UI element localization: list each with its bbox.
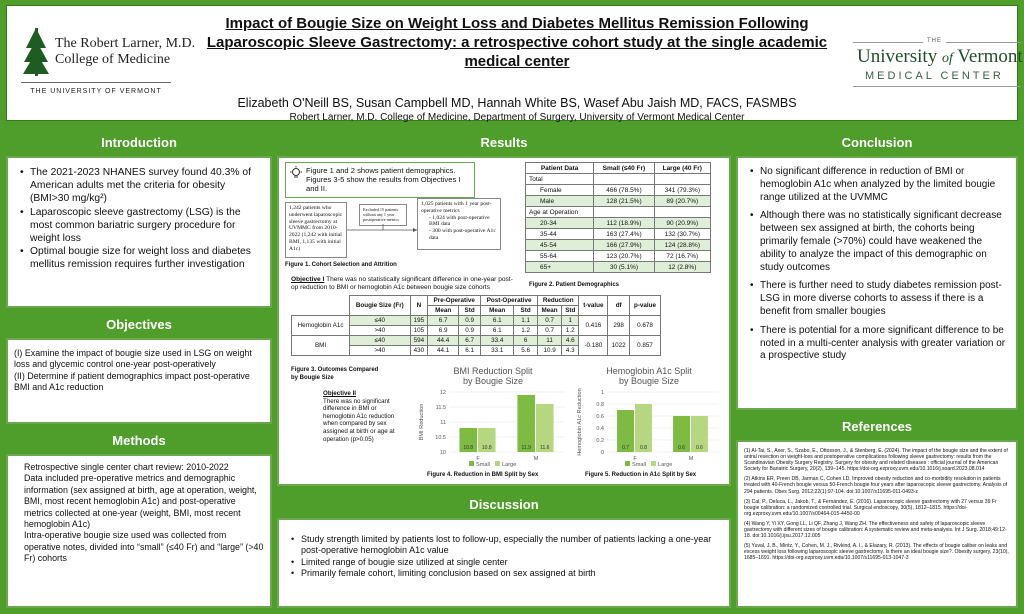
discussion-bullet: • Primarily female cohort, limiting conclusion based on sex assigned at birth bbox=[289, 568, 721, 579]
outcomes-cell-pre-s: 6.1 bbox=[459, 346, 481, 356]
flow-box-2: Excluded 15 patients without any 1 year postoperative metrics bbox=[359, 204, 407, 226]
outcomes-cell-post-s: 6 bbox=[514, 336, 538, 346]
bmi-chart bbox=[415, 364, 571, 470]
outcomes-h-n: N bbox=[410, 296, 428, 316]
chart-y-tick: 10.5 bbox=[435, 435, 446, 441]
chart-data-label: 0.8 bbox=[639, 445, 647, 451]
outcomes-cell-red-s: 4.6 bbox=[562, 336, 579, 346]
logo-right-of: of bbox=[941, 51, 953, 66]
logo-left-univ: THE UNIVERSITY OF VERMONT bbox=[30, 88, 162, 95]
demo-cell: 30 (5.1%) bbox=[594, 262, 654, 273]
demo-row-label: 65+ bbox=[526, 262, 594, 273]
demo-cell: 132 (30.7%) bbox=[654, 229, 710, 240]
outcomes-cell-metric: Hemoglobin A1c bbox=[292, 316, 350, 336]
conclusion-bullet: • There is further need to study diabetes remission post-LSG in more diverse cohorts to assess if there is a benefit from smaller bougies bbox=[748, 280, 1008, 318]
outcomes-cell-metric: BMI bbox=[292, 336, 350, 356]
reference-item: (5) Yuval, J. B., Mintz, Y., Cohen, M. J., Rivkind, A. I., & Elazary, R. (2013). The effects of bougie caliber on leaks and excess weight loss following laparoscopic sleeve gastrectomy. Is there an ideal bougie size?. Obesity surgery, 23(10), 1685–1691. https://doi-org.ezproxy.uvm.edu/10.1007/s11695-013-1047-3 bbox=[744, 543, 1009, 562]
chart-data-label: 0.6 bbox=[695, 445, 703, 451]
methods-bullet: Intra-operative bougie size used was collected from operative notes, divided into “small” (≤40 Fr) and “large” (>40 Fr) cohorts bbox=[24, 530, 264, 564]
objective1-text: There was no statistically significant difference in one-year post-op reduction to BMI or hemoglobin A1c between bougie size cohorts bbox=[291, 276, 513, 291]
chart-data-label: 0.6 bbox=[678, 445, 686, 451]
introduction-heading: Introduction bbox=[6, 134, 272, 152]
outcomes-h-std: Std bbox=[562, 306, 579, 316]
objectives-box bbox=[6, 338, 272, 424]
outcomes-h-t: t-value bbox=[579, 296, 608, 316]
chart-y-tick: 12 bbox=[439, 390, 446, 396]
fig5-caption: Figure 5. Reduction in A1c Split by Sex bbox=[585, 472, 697, 478]
outcomes-h-std: Std bbox=[459, 306, 481, 316]
demo-row-label: Age at Operation bbox=[526, 207, 594, 218]
demo-row-label: Female bbox=[526, 185, 594, 196]
chart-data-label: 10.8 bbox=[463, 445, 474, 451]
methods-bullet: Data included pre-operative metrics and demographic information (sex assigned at birth, age at operation, weight, BMI, most recent hemoglobin A1c) and post-operative metrics collected at one-year (weight, BMI, most recent hemoglobin A1c) bbox=[24, 473, 257, 530]
outcomes-cell-red-m: 11 bbox=[538, 336, 562, 346]
callout-text: Figure 1 and 2 shows patient demographics. Figures 3-5 show the results from Objectives I and II. bbox=[306, 166, 461, 193]
outcomes-cell-pre-m: 6.9 bbox=[428, 326, 459, 336]
outcomes-h-df: df bbox=[608, 296, 630, 316]
outcomes-row bbox=[292, 336, 661, 346]
outcomes-cell-red-s: 1.2 bbox=[562, 326, 579, 336]
intro-bullet: • Laparoscopic sleeve gastrectomy (LSG) is the most common bariatric surgery procedure for weight loss bbox=[18, 206, 262, 246]
demo-header: Small (≤40 Fr) bbox=[594, 163, 654, 174]
objectives-heading: Objectives bbox=[6, 316, 272, 334]
demo-cell: 163 (27.4%) bbox=[594, 229, 654, 240]
demo-cell: 341 (79.3%) bbox=[654, 185, 710, 196]
conclusion-heading: Conclusion bbox=[736, 134, 1018, 152]
results-box bbox=[277, 156, 731, 486]
a1c-chart bbox=[573, 364, 725, 470]
chart-legend-swatch bbox=[495, 461, 500, 466]
chart-y-tick: 0.2 bbox=[596, 438, 604, 444]
discussion-box bbox=[277, 518, 731, 608]
methods-heading: Methods bbox=[6, 432, 272, 450]
discussion-heading: Discussion bbox=[277, 496, 731, 514]
outcomes-cell-post-s: 1.1 bbox=[514, 316, 538, 326]
chart-y-tick: 10 bbox=[439, 450, 446, 456]
objective-2-text: (II) Determine if patient demographics impact post-operative BMI and A1c reduction bbox=[14, 370, 250, 393]
outcomes-cell-post-s: 5.6 bbox=[514, 346, 538, 356]
outcomes-cell-n: 594 bbox=[410, 336, 428, 346]
demo-cell bbox=[594, 207, 654, 218]
outcomes-cell-df: 298 bbox=[608, 316, 630, 336]
logo-left-name2: College of Medicine bbox=[55, 52, 171, 67]
chart-data-label: 11.9 bbox=[521, 445, 531, 451]
reference-item: (2) Atkins ER, Preen DB, Jarman C, Cohen LD. Improved obesity reduction and co-morbidity resolution in patients treated with 40-French bougie versus 50-French bougie four years after laparoscopic sleeve gastrectomy. Analysis of 294 patients. Obes Surg. 2012;22(1):97-104. doi:10.1007/s11695-011-0493-z bbox=[744, 476, 1008, 495]
results-heading: Results bbox=[277, 134, 731, 152]
demo-cell: 12 (2.8%) bbox=[654, 262, 710, 273]
flow-box-3-sub1: - 1,024 with post-operative BMI data bbox=[429, 214, 490, 228]
flow-arrows bbox=[347, 202, 419, 242]
outcomes-cell-red-s: 4.3 bbox=[562, 346, 579, 356]
outcomes-cell-n: 105 bbox=[410, 326, 428, 336]
demo-row bbox=[526, 240, 711, 251]
demo-row bbox=[526, 174, 711, 185]
outcomes-cell-red-m: 0.7 bbox=[538, 326, 562, 336]
demo-cell: 128 (21.5%) bbox=[594, 196, 654, 207]
chart-y-label: BMI Reduction bbox=[419, 403, 425, 441]
chart-legend-label: Large bbox=[502, 462, 517, 468]
outcomes-cell-red-m: 0.7 bbox=[538, 316, 562, 326]
outcomes-h-std: Std bbox=[514, 306, 538, 316]
fig4-caption: Figure 4. Reduction in BMI Split by Sex bbox=[427, 472, 539, 478]
chart-y-tick: 0.4 bbox=[596, 426, 604, 432]
reference-item: (4) Wang Y, Yi XY, Gong LL, Li QF, Zhang J, Wang ZH. The effectiveness and safety of laparoscopic sleeve gastrectomy with different sizes of bougie calibration: A systematic review and meta-analysis. Int J Surg. 2018;49:12-18. doi:10.1016/j.ijsu.2017.12.005 bbox=[744, 520, 1007, 540]
demo-row bbox=[526, 207, 711, 218]
chart-legend-label: Small bbox=[632, 462, 646, 468]
chart-y-tick: 0 bbox=[600, 450, 604, 456]
flow-box-1: 1,242 patients who underwent laparoscopic sleeve gastrectomy at UVMMC from 2010-2022 (1,242 with initial BMI, 1,135 with initial A1c) bbox=[285, 202, 347, 258]
outcomes-cell-df: 1022 bbox=[608, 336, 630, 356]
chart-y-tick: 0.6 bbox=[596, 414, 604, 420]
objective2-text: There was no significant difference in BMI or hemoglobin A1c reduction when compared by sex assigned at birth or age at operation (p>0.05) bbox=[323, 397, 395, 443]
outcomes-cell-pre-m: 44.1 bbox=[428, 346, 459, 356]
outcomes-h-mean: Mean bbox=[428, 306, 459, 316]
flow-box-3-sub2: - 300 with post-operative A1c data bbox=[429, 228, 496, 241]
poster-title: Impact of Bougie Size on Weight Loss and Diabetes Mellitus Remission Following Laparoscopic Sleeve Gastrectomy: a retrospective cohort study at the single academic medical center bbox=[206, 15, 828, 70]
outcomes-cell-t: 0.416 bbox=[579, 316, 608, 336]
demo-cell bbox=[654, 174, 710, 185]
conclusion-bullet: • There is potential for a more significant difference to be noted in a multi-center analysis with greater variation or a prospective study bbox=[748, 325, 1008, 363]
demo-row bbox=[526, 185, 711, 196]
uvm-medical-center-logo bbox=[853, 38, 1021, 98]
chart-legend-swatch bbox=[469, 461, 474, 466]
demo-cell: 466 (78.5%) bbox=[594, 185, 654, 196]
results-callout bbox=[285, 162, 475, 198]
chart-y-tick: 11 bbox=[440, 420, 446, 426]
outcomes-cell-size: ≤40 bbox=[350, 336, 410, 346]
outcomes-h-mean: Mean bbox=[481, 306, 514, 316]
methods-box bbox=[6, 454, 272, 608]
outcomes-cell-p: 0.857 bbox=[630, 336, 661, 356]
references-box bbox=[736, 440, 1018, 608]
outcomes-h-bougie: Bougie Size (Fr) bbox=[350, 296, 410, 316]
chart-data-label: 11.6 bbox=[540, 445, 550, 451]
outcomes-h-mean: Mean bbox=[538, 306, 562, 316]
objective-1-text: (I) Examine the impact of bougie size used in LSG on weight loss and glycemic control one-year post-operatively bbox=[14, 348, 252, 370]
demo-header: Large (40 Fr) bbox=[654, 163, 710, 174]
demo-row-label: Total bbox=[526, 174, 594, 185]
logo-right-vermont: Vermont bbox=[957, 46, 1023, 67]
demo-cell: 112 (18.9%) bbox=[594, 218, 654, 229]
outcomes-cell-p: 0.678 bbox=[630, 316, 661, 336]
outcomes-cell-post-s: 1.2 bbox=[514, 326, 538, 336]
outcomes-cell-post-m: 33.4 bbox=[481, 336, 514, 346]
outcomes-cell-red-m: 10.9 bbox=[538, 346, 562, 356]
larner-college-logo bbox=[21, 22, 196, 106]
chart-title: Hemoglobin A1c Split by Bougie Size bbox=[606, 366, 692, 386]
logo-right-the: THE bbox=[923, 38, 946, 44]
outcomes-row bbox=[292, 316, 661, 326]
chart-x-tick: M bbox=[688, 456, 694, 462]
logo-left-name: The Robert Larner, M.D. bbox=[55, 36, 196, 51]
flow-box-3-text: 1,025 patients with 1 year post-operative metrics bbox=[421, 201, 492, 214]
outcomes-cell-n: 430 bbox=[410, 346, 428, 356]
logo-right-univ: University bbox=[857, 46, 938, 67]
outcomes-h-pre: Pre-Operative bbox=[428, 296, 481, 306]
discussion-bullet: • Limited range of bougie size utilized at single center bbox=[289, 557, 721, 568]
demo-cell: 166 (27.9%) bbox=[594, 240, 654, 251]
fig3-caption: Figure 3. Outcomes Compared by Bougie Size bbox=[291, 367, 379, 381]
outcomes-cell-pre-s: 0.9 bbox=[459, 326, 481, 336]
demo-cell: 89 (20.7%) bbox=[654, 196, 710, 207]
outcomes-cell-n: 195 bbox=[410, 316, 428, 326]
demo-row-label: Male bbox=[526, 196, 594, 207]
outcomes-cell-pre-m: 44.4 bbox=[428, 336, 459, 346]
outcomes-h-p: p-value bbox=[630, 296, 661, 316]
tree-logo-icon bbox=[23, 26, 51, 78]
chart-data-label: 10.8 bbox=[481, 445, 492, 451]
conclusion-box bbox=[736, 156, 1018, 410]
outcomes-cell-post-m: 6.1 bbox=[481, 316, 514, 326]
demo-cell: 123 (20.7%) bbox=[594, 251, 654, 262]
flow-box-3 bbox=[417, 198, 501, 250]
introduction-box bbox=[6, 156, 272, 308]
outcomes-cell-pre-s: 0.9 bbox=[459, 316, 481, 326]
objective2-block bbox=[323, 390, 403, 443]
poster-header bbox=[6, 5, 1023, 123]
outcomes-h-post: Post-Operative bbox=[481, 296, 538, 306]
outcomes-cell-size: ≤40 bbox=[350, 316, 410, 326]
chart-x-tick: F bbox=[476, 456, 480, 462]
demo-row bbox=[526, 196, 711, 207]
chart-y-tick: 1 bbox=[600, 390, 604, 396]
intro-bullet: • Optimal bougie size for weight loss and diabetes mellitus remission requires further investigation bbox=[18, 245, 262, 271]
demo-cell: 124 (28.8%) bbox=[654, 240, 710, 251]
discussion-bullet: • Study strength limited by patients lost to follow-up, especially the number of patients lacking a one-year post-operative hemoglobin A1c value bbox=[289, 534, 721, 557]
intro-bullet: • The 2021-2023 NHANES survey found 40.3% of American adults met the criteria for obesity (BMI>30 mg/kg²) bbox=[18, 166, 262, 206]
outcomes-cell-pre-s: 6.7 bbox=[459, 336, 481, 346]
demo-row bbox=[526, 251, 711, 262]
outcomes-table bbox=[291, 295, 661, 356]
demo-row bbox=[526, 229, 711, 240]
chart-legend-swatch bbox=[625, 461, 630, 466]
chart-x-tick: F bbox=[633, 456, 637, 462]
conclusion-bullet: • No significant difference in reduction of BMI or hemoglobin A1c when analyzed by the limited bougie range utilized at the UVMMC bbox=[748, 166, 1008, 204]
demo-header: Patient Data bbox=[526, 163, 594, 174]
logo-right-mc: MEDICAL CENTER bbox=[865, 70, 1004, 82]
demo-cell: 72 (16.7%) bbox=[654, 251, 710, 262]
demo-row bbox=[526, 218, 711, 229]
fig2-caption: Figure 2. Patient Demographics bbox=[529, 282, 620, 288]
outcomes-h-red: Reduction bbox=[538, 296, 579, 306]
demo-cell: 90 (20.9%) bbox=[654, 218, 710, 229]
lightbulb-icon bbox=[289, 166, 303, 180]
methods-bullet: Retrospective single center chart review: 2010-2022 bbox=[24, 462, 229, 472]
demo-row bbox=[526, 262, 711, 273]
outcomes-cell-post-m: 6.1 bbox=[481, 326, 514, 336]
conclusion-bullet: • Although there was no statistically significant decrease between sex assigned at birth, the cohorts being primarily female (>70%) could have weakened the ability to analyze the impact of this demographic on study outcomes bbox=[748, 210, 1008, 274]
chart-bar-small bbox=[517, 395, 535, 452]
chart-y-tick: 0.8 bbox=[596, 402, 604, 408]
outcomes-cell-pre-m: 6.7 bbox=[428, 316, 459, 326]
reference-item: (3) Cal, P., Deluca, L., Jakob, T., & Fernández, E. (2016). Laparoscopic sleeve gastrectomy with 27 versus 39 Fr bougie calibration: a randomized controlled trial. Surgical endoscopy, 30(5), 1812–1815. https://doi-org.ezproxy.uvm.edu/10.1007/s00464-015-4450-00 bbox=[744, 498, 997, 517]
chart-title: BMI Reduction Split by Bougie Size bbox=[453, 366, 533, 386]
poster-affiliation: Robert Larner, M.D. College of Medicine, Department of Surgery, University of Vermont Medical Center bbox=[289, 112, 745, 123]
demo-cell bbox=[594, 174, 654, 185]
outcomes-cell-t: -0.180 bbox=[579, 336, 608, 356]
objective2-title: Objective II bbox=[323, 390, 357, 397]
chart-legend-label: Large bbox=[658, 462, 673, 468]
demo-row-label: 20-34 bbox=[526, 218, 594, 229]
chart-data-label: 0.7 bbox=[622, 445, 630, 451]
demo-row-label: 55-64 bbox=[526, 251, 594, 262]
demo-row-label: 45-54 bbox=[526, 240, 594, 251]
outcomes-cell-size: >40 bbox=[350, 346, 410, 356]
chart-x-tick: M bbox=[533, 456, 539, 462]
demo-cell bbox=[654, 207, 710, 218]
objective1-title: Objective I bbox=[291, 276, 325, 283]
outcomes-cell-size: >40 bbox=[350, 326, 410, 336]
references-heading: References bbox=[736, 418, 1018, 436]
outcomes-cell-post-m: 33.1 bbox=[481, 346, 514, 356]
chart-y-label: Hemoglobin A1c Reduction bbox=[577, 388, 583, 456]
chart-y-tick: 11.5 bbox=[435, 405, 446, 411]
reference-item: (1) Al-Tai, S., Axer, S., Szabo, E., Ottosson, J., & Stenberg, E. (2024). The impact of the bougie size and the extent of antral resection on weight-loss and postoperative complications following sleeve gastrectomy: results from the Scandinavian Obesity Surgery Registry. Surgery for obesity and related diseases : official journal of the American Society for Bariatric Surgery, 20(2), 139–145. https://doi-org.ezproxy.uvm.edu/10.1016/j.soard.2023.08.014 bbox=[744, 448, 1008, 473]
chart-legend-swatch bbox=[651, 461, 656, 466]
demographics-table bbox=[525, 162, 711, 273]
outcomes-cell-red-s: 1 bbox=[562, 316, 579, 326]
demo-row-label: 35-44 bbox=[526, 229, 594, 240]
chart-legend-label: Small bbox=[476, 462, 490, 468]
poster-authors: Elizabeth O'Neill BS, Susan Campbell MD, Hannah White BS, Wasef Abu Jaish MD, FACS, FASMBS bbox=[237, 96, 797, 110]
fig1-caption: Figure 1. Cohort Selection and Attrition bbox=[285, 262, 397, 268]
objective1-text-block bbox=[291, 276, 515, 292]
